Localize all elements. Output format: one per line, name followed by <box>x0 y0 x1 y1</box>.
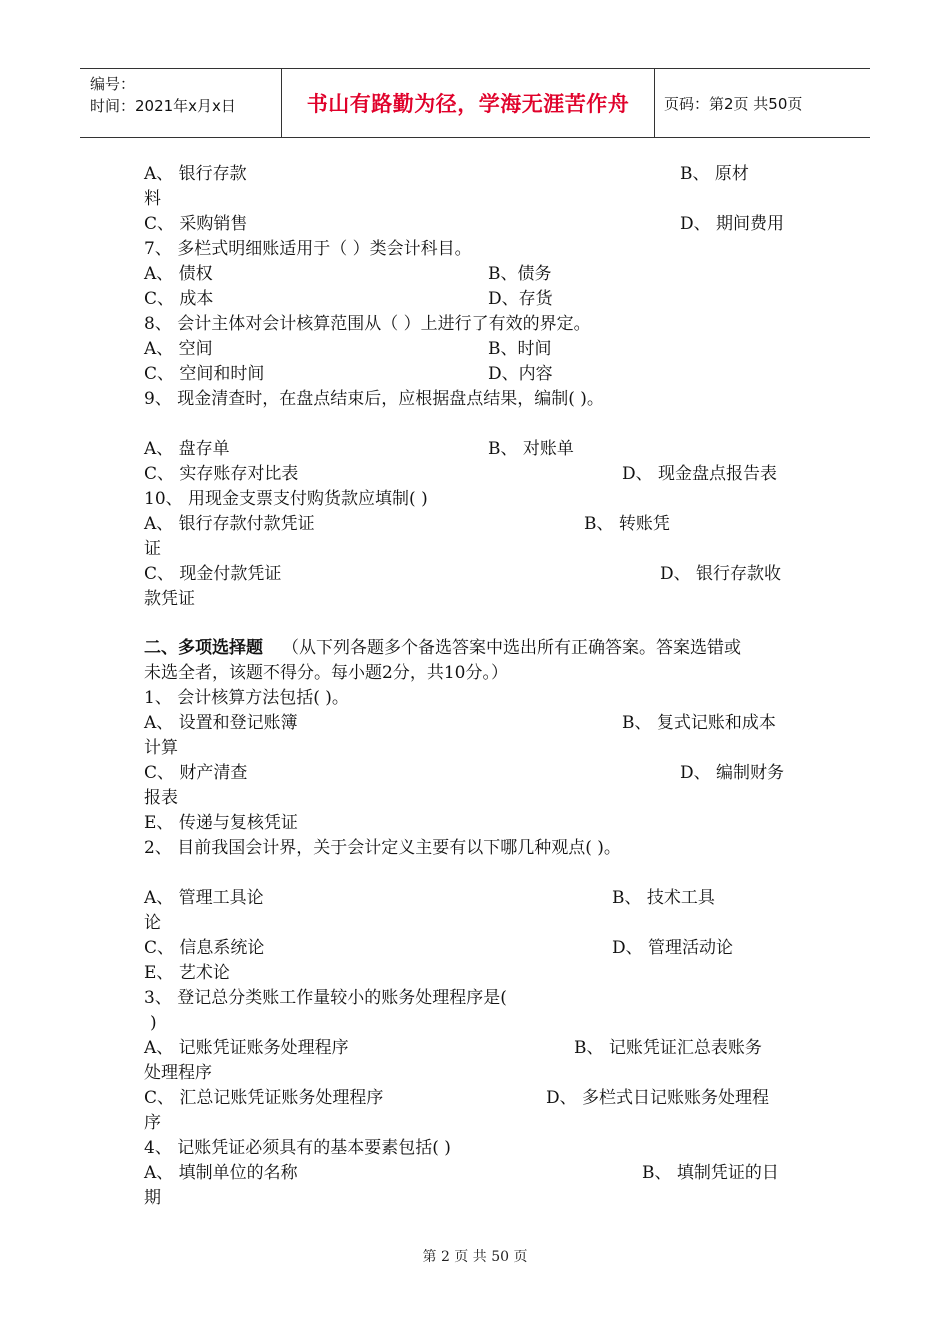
question-4: 4、 记账凭证必须具有的基本要素包括( ) <box>144 1138 451 1158</box>
option-c: C、 空间和时间 <box>144 364 265 384</box>
header-meta <box>80 69 282 137</box>
question-9: 9、 现金清查时，在盘点结束后，应根据盘点结果，编制( )。 <box>144 389 604 409</box>
question-8: 8、 会计主体对会计核算范围从（ ）上进行了有效的界定。 <box>144 314 591 334</box>
option-b-wrap: 论 <box>144 913 161 933</box>
section-instructions-wrap: 未选全者，该题不得分。每小题2分，共10分。） <box>144 663 508 683</box>
option-b-wrap: 计算 <box>144 738 178 758</box>
page-footer: 第 2 页 共 50 页 <box>422 1249 528 1265</box>
option-a: A、 填制单位的名称 <box>144 1163 298 1183</box>
motto: 书山有路勤为径，学海无涯苦作舟 <box>282 69 655 137</box>
option-b: B、债务 <box>488 264 552 284</box>
option-d: D、 多栏式日记账账务处理程 <box>546 1088 770 1108</box>
option-b: B、 转账凭 <box>584 514 670 534</box>
option-b: B、 记账凭证汇总表账务 <box>574 1038 762 1058</box>
option-c: C、 采购销售 <box>144 214 248 234</box>
page-indicator: 页码：第2页 共50页 <box>664 94 803 113</box>
option-b-wrap: 料 <box>144 189 161 209</box>
question-3-wrap: ) <box>150 1013 157 1033</box>
page-header <box>80 68 870 138</box>
option-b-wrap: 期 <box>144 1188 161 1208</box>
option-c: C、 实存账存对比表 <box>144 464 299 484</box>
section-title-multiple-choice: 二、多项选择题 <box>144 638 263 658</box>
option-c: C、 财产清查 <box>144 763 248 783</box>
option-b: B、 填制凭证的日 <box>642 1163 779 1183</box>
time-label: 时间：2021年x月x日 <box>90 97 236 115</box>
question-2: 2、 目前我国会计界，关于会计定义主要有以下哪几种观点( )。 <box>144 838 621 858</box>
question-3: 3、 登记总分类账工作量较小的账务处理程序是( <box>144 988 507 1008</box>
option-a: A、 债权 <box>144 264 213 284</box>
question-1: 1、 会计核算方法包括( )。 <box>144 688 349 708</box>
option-d-wrap: 款凭证 <box>144 589 195 609</box>
option-c: C、 成本 <box>144 289 214 309</box>
question-7: 7、 多栏式明细账适用于（ ）类会计科目。 <box>144 239 472 259</box>
option-d: D、 现金盘点报告表 <box>622 464 778 484</box>
option-a: A、 银行存款付款凭证 <box>144 514 315 534</box>
option-d: D、内容 <box>488 364 553 384</box>
option-a: A、 盘存单 <box>144 439 230 459</box>
option-c: C、 现金付款凭证 <box>144 564 282 584</box>
option-a: A、 空间 <box>144 339 213 359</box>
option-d: D、 银行存款收 <box>660 564 782 584</box>
option-a: A、 管理工具论 <box>144 888 264 908</box>
option-a: A、 设置和登记账簿 <box>144 713 298 733</box>
option-a: A、 记账凭证账务处理程序 <box>144 1038 349 1058</box>
option-b: B、 对账单 <box>488 439 574 459</box>
option-b: B、 复式记账和成本 <box>622 713 776 733</box>
option-b-wrap: 证 <box>144 539 161 559</box>
serial-label: 编号： <box>90 75 136 93</box>
option-b: B、 技术工具 <box>612 888 715 908</box>
option-d-wrap: 序 <box>144 1113 161 1133</box>
option-e: E、 艺术论 <box>144 963 230 983</box>
option-e: E、 传递与复核凭证 <box>144 813 298 833</box>
option-d: D、 编制财务 <box>680 763 785 783</box>
option-d: D、 期间费用 <box>680 214 785 234</box>
option-d-wrap: 报表 <box>144 788 178 808</box>
question-10: 10、 用现金支票支付购货款应填制( ) <box>144 489 428 509</box>
option-d: D、存货 <box>488 289 553 309</box>
option-d: D、 管理活动论 <box>612 938 734 958</box>
option-c: C、 汇总记账凭证账务处理程序 <box>144 1088 384 1108</box>
option-c: C、 信息系统论 <box>144 938 265 958</box>
option-b: B、时间 <box>488 339 552 359</box>
section-instructions: （从下列各题多个备选答案中选出所有正确答案。答案选错或 <box>282 638 741 658</box>
option-a: A、 银行存款 <box>144 164 247 184</box>
option-b-wrap: 处理程序 <box>144 1063 212 1083</box>
option-b: B、 原材 <box>680 164 749 184</box>
